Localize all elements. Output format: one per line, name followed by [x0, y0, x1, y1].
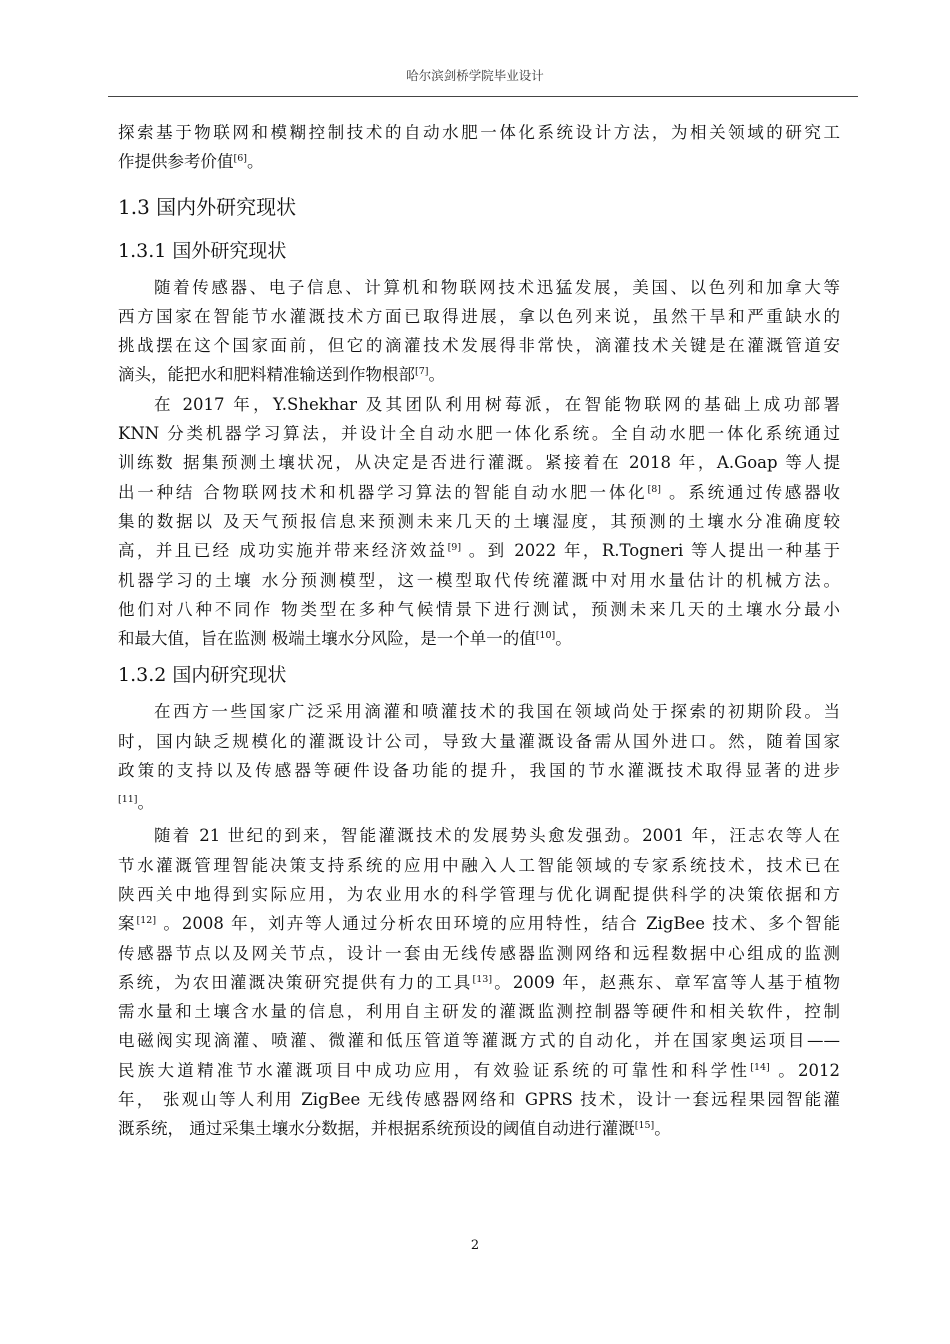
text-line: 他们对八种不同作 物类型在多种气候情景下进行测试，预测未来几天的土壤水分最小 [118, 599, 840, 619]
paragraph [118, 390, 840, 654]
citation-ref: [11] [118, 794, 138, 806]
paragraph [118, 118, 840, 177]
citation-ref: [8] [647, 483, 661, 495]
citation-ref: [15] [634, 1120, 655, 1132]
page-header: 哈尔滨剑桥学院毕业设计 [406, 68, 544, 83]
text-line: 滴头，能把水和肥料精准输送到作物根部[7]。 [118, 365, 445, 385]
citation-ref: [12] [136, 915, 157, 927]
header-rule [108, 96, 858, 97]
text-line: 出一种结 合物联网技术和机器学习算法的智能自动水肥一体化[8] 。系统通过传感器收 [118, 482, 841, 502]
paragraph [118, 821, 840, 1143]
text-line: 节水灌溉管理智能决策支持系统的应用中融入人工智能领域的专家系统技术，技术已在 [118, 855, 840, 875]
text-line: 西方国家在智能节水灌溉技术方面已取得进展，拿以色列来说，虽然干旱和严重缺水的 [118, 306, 840, 326]
citation-ref: [9] [447, 542, 462, 554]
text-line: 和最大值，旨在监测 极端土壤水分风险，是一个单一的值[10]。 [118, 629, 572, 649]
subsection-heading: 1.3.2 国内研究现状 [118, 664, 287, 687]
text-line: 溉系统， 通过采集土壤水分数据，并根据系统预设的阈值自动进行灌溉[15]。 [118, 1119, 671, 1139]
text-line: 电磁阀实现滴灌、喷灌、微灌和低压管道等灌溉方式的自动化，并在国家奥运项目—— [118, 1031, 840, 1051]
text-line: KNN 分类机器学习算法，并设计全自动水肥一体化系统。全自动水肥一体化系统通过 [118, 424, 840, 444]
paragraph [118, 273, 840, 390]
text-line: 时，国内缺乏规模化的灌溉设计公司，导致大量灌溉设备需从国外进口。然，随着国家 [118, 731, 840, 751]
text-line: 年， 张观山等人利用 ZigBee 无线传感器网络和 GPRS 技术，设计一套远程果园智能灌 [118, 1090, 840, 1110]
text-line: 作提供参考价值[6]。 [118, 152, 264, 172]
text-line: 需水量和土壤含水量的信息，利用自主研发的灌溉监测控制器等硬件和相关软件，控制 [118, 1002, 840, 1022]
text-line: 探索基于物联网和模糊控制技术的自动水肥一体化系统设计方法，为相关领域的研究工 [118, 123, 840, 142]
citation-ref: [13] [472, 973, 493, 985]
text-line: 民族大道精准节水灌溉项目中成功应用，有效验证系统的可靠性和科学性[14] 。2012 [118, 1060, 841, 1080]
text-line: 集的数据以 及天气预报信息来预测未来几天的土壤湿度，其预测的土壤水分准确度较 [118, 511, 840, 531]
text-line: 高，并且已经 成功实施并带来经济效益[9] 。到 2022 年，R.Togneri 等人提出一种基于 [118, 541, 840, 561]
text-line: 在 2017 年，Y.Shekhar 及其团队利用树莓派，在智能物联网的基础上成功部署 [154, 394, 840, 414]
text-line: 挑战摆在这个国家面前，但它的滴灌技术发展得非常快，滴灌技术关键是在灌溉管道安 [118, 336, 840, 356]
citation-ref: [7] [415, 366, 429, 378]
text-line: 在西方一些国家广泛采用滴灌和喷灌技术的我国在领域尚处于探索的初期阶段。当 [154, 702, 840, 722]
section-heading: 1.3 国内外研究现状 [118, 194, 297, 219]
page-number: 2 [470, 1238, 480, 1253]
citation-ref: [14] [750, 1061, 770, 1073]
citation-ref: [10] [535, 630, 556, 642]
citation-ref: [6] [233, 153, 247, 165]
text-line: 政策的支持以及传感器等硬件设备功能的提升，我国的节水灌溉技术取得显著的进步 [118, 761, 840, 781]
text-line: 案[12] 。2008 年，刘卉等人通过分析农田环境的应用特性，结合 ZigBee 技术、多个智能 [118, 914, 840, 934]
paragraph [118, 697, 840, 821]
text-line: 陕西关中地得到实际应用，为农业用水的科学管理与优化调配提供科学的决策依据和方 [118, 884, 840, 904]
text-line: 随着 21 世纪的到来，智能灌溉技术的发展势头愈发强劲。2001 年，汪志农等人在 [154, 826, 840, 846]
text-line: 机器学习的土壤 水分预测模型，这一模型取代传统灌溉中对用水量估计的机械方法。 [118, 570, 840, 590]
text-line: 传感器节点以及网关节点，设计一套由无线传感器监测网络和远程数据中心组成的监测 [118, 943, 840, 963]
text-line: 训练数 据集预测土壤状况，从决定是否进行灌溉。紧接着在 2018 年，A.Goap 等人提 [118, 453, 840, 473]
text-line: 系统，为农田灌溉决策研究提供有力的工具[13]。2009 年，赵燕东、章军富等人基于植物 [118, 972, 840, 992]
subsection-heading: 1.3.1 国外研究现状 [118, 239, 287, 262]
text-line: [11]。 [118, 793, 155, 813]
document-body [118, 118, 840, 1144]
text-line: 随着传感器、电子信息、计算机和物联网技术迅猛发展，美国、以色列和加拿大等 [154, 277, 840, 297]
